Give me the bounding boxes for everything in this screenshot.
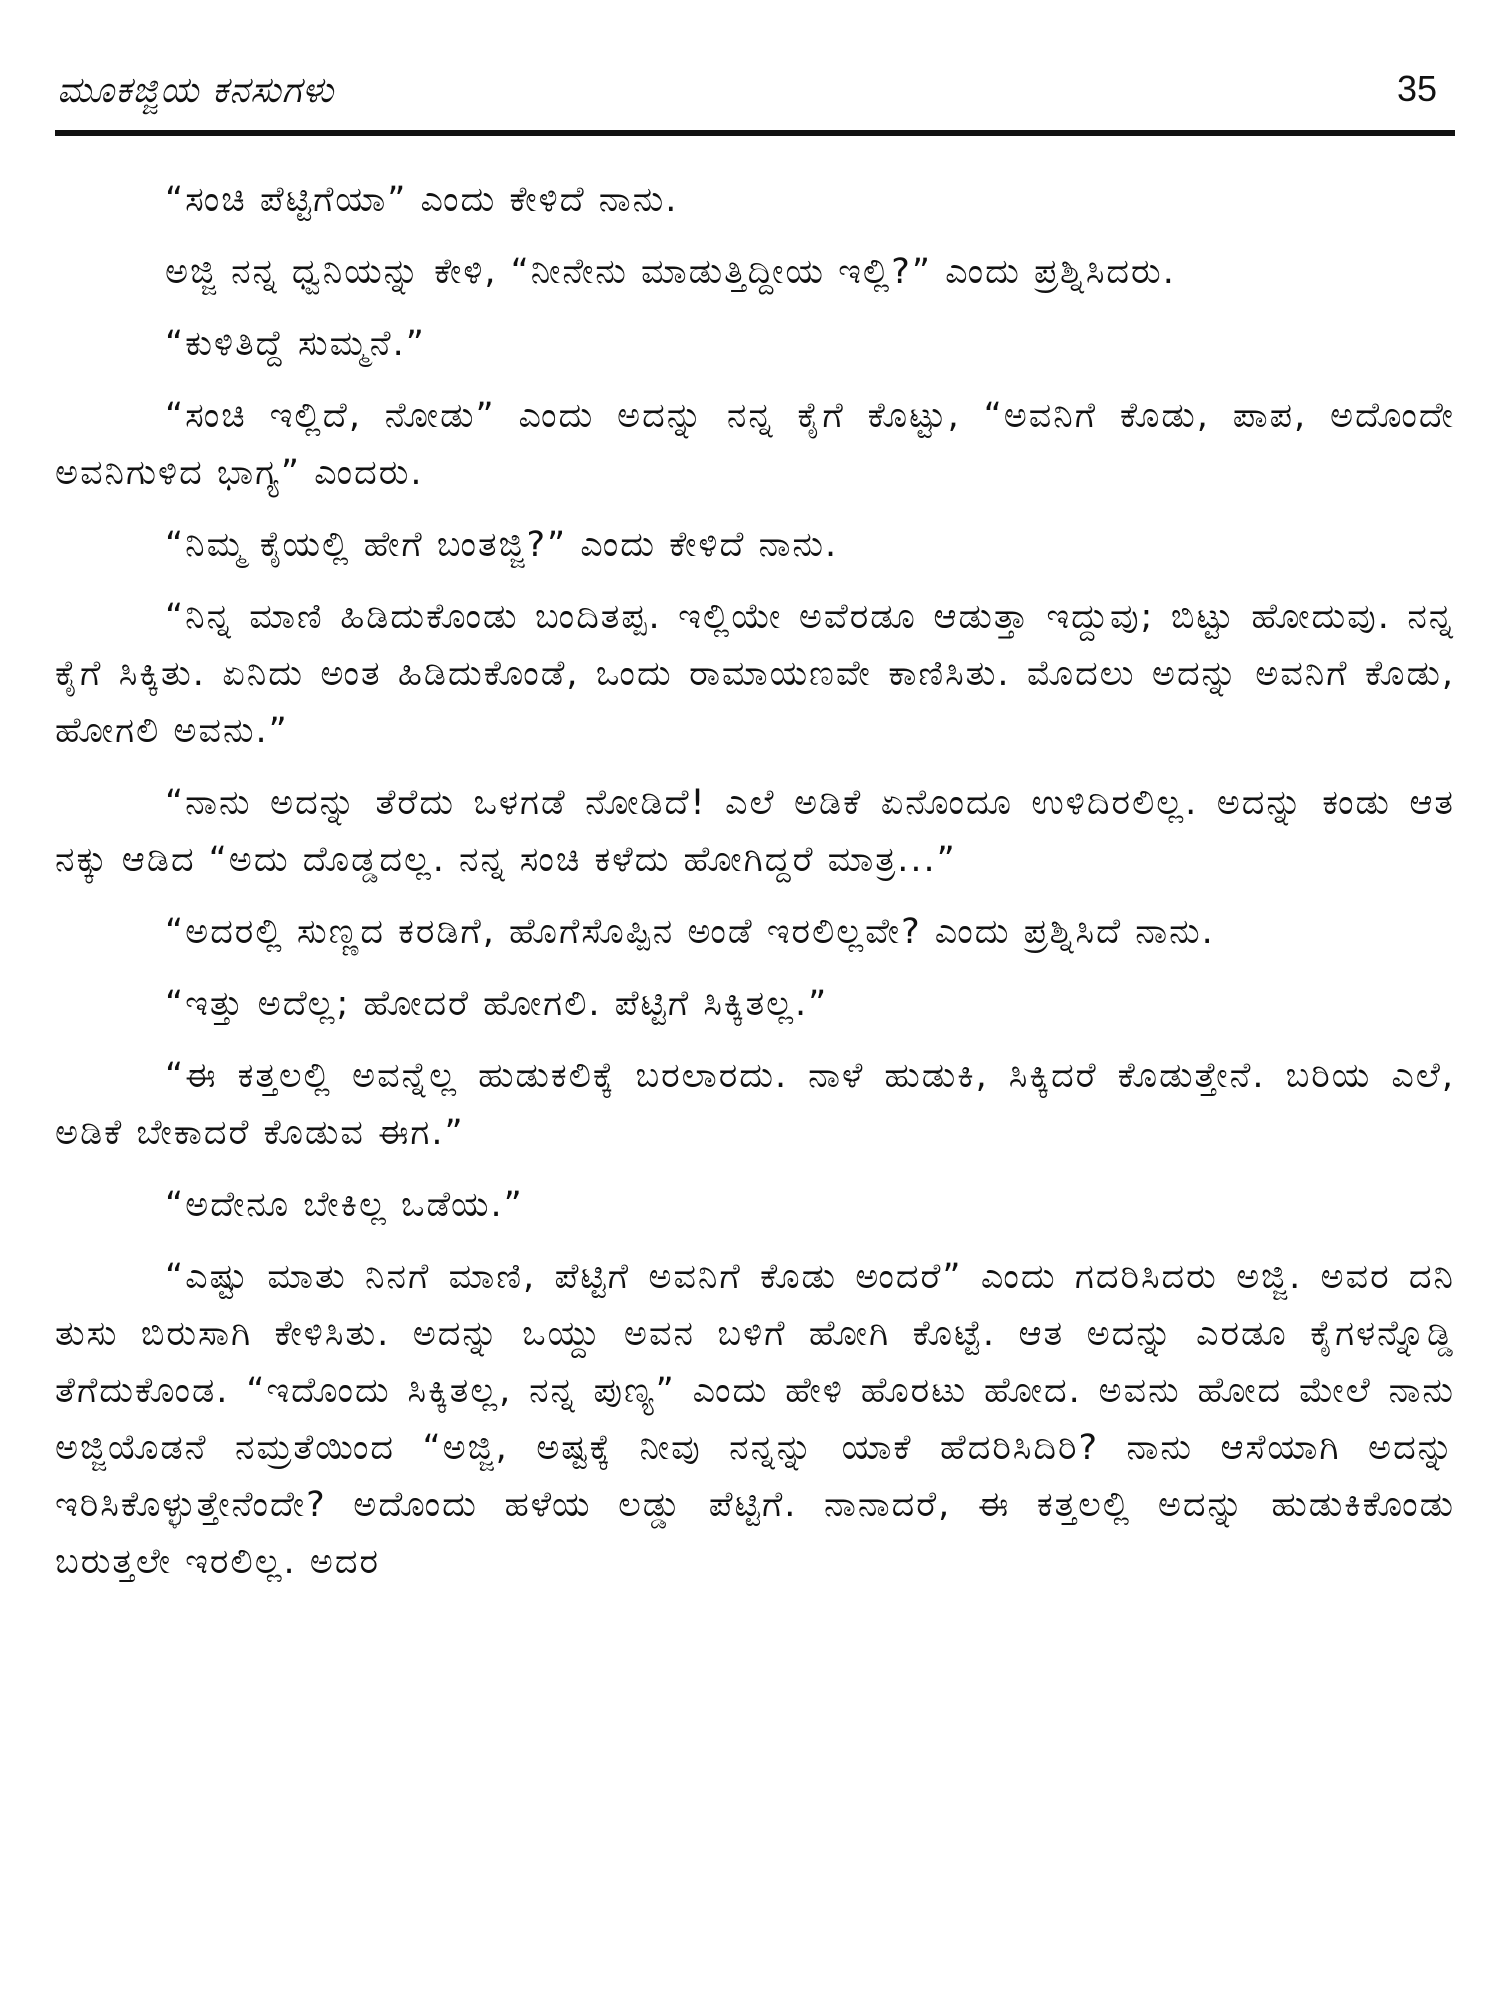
paragraph: “ಅದೇನೂ ಬೇಕಿಲ್ಲ ಒಡೆಯ.” (165, 1185, 524, 1225)
paragraph: “ನಿಮ್ಮ ಕೈಯಲ್ಲಿ ಹೇಗೆ ಬಂತಜ್ಜಿ?” ಎಂದು ಕೇಳಿದೆ ನಾನು. (165, 525, 839, 565)
book-page (55, 60, 1455, 1970)
paragraph: “ಸಂಚಿ ಪೆಟ್ಟಿಗೆಯಾ” ಎಂದು ಕೇಳಿದೆ ನಾನು. (165, 180, 679, 220)
paragraph: “ಇತ್ತು ಅದೆಲ್ಲ; ಹೋದರೆ ಹೋಗಲಿ. ಪೆಟ್ಟಿಗೆ ಸಿಕ್ಕಿತಲ್ಲ.” (165, 984, 829, 1024)
paragraph: “ಎಷ್ಟು ಮಾತು ನಿನಗೆ ಮಾಣಿ, ಪೆಟ್ಟಿಗೆ ಅವನಿಗೆ ಕೊಡು ಅಂದರೆ” ಎಂದು ಗದರಿಸಿದರು ಅಜ್ಜಿ. ಅವರ ದನಿ ತುಸು ಬಿರುಸಾಗಿ ಕೇಳಿಸಿತು. ಅದನ್ನು ಒಯ್ದು ಅವನ ಬಳಿಗೆ ಹೋಗಿ ಕೊಟ್ಟೆ. ಆತ ಅದನ್ನು ಎರಡೂ ಕೈಗಳನ್ನೊಡ್ಡಿ ತೆಗೆದುಕೊಂಡ. “ಇದೊಂದು ಸಿಕ್ಕಿತಲ್ಲ, ನನ್ನ ಪುಣ್ಯ” ಎಂದು ಹೇಳಿ ಹೊರಟು ಹೋದ. ಅವನು ಹೋದ ಮೇಲೆ ನಾನು ಅಜ್ಜಿಯೊಡನೆ ನಮ್ರತೆಯಿಂದ “ಅಜ್ಜಿ, ಅಷ್ಟಕ್ಕೆ ನೀವು ನನ್ನನ್ನು ಯಾಕೆ ಹೆದರಿಸಿದಿರಿ? ನಾನು ಆಸೆಯಾಗಿ ಅದನ್ನು ಇರಿಸಿಕೊಳ್ಳುತ್ತೇನೆಂದೇ? ಅದೊಂದು ಹಳೆಯ ಲಡ್ಡು ಪೆಟ್ಟಿಗೆ. ನಾನಾದರೆ, ಈ ಕತ್ತಲಲ್ಲಿ ಅದನ್ನು ಹುಡುಕಿಕೊಂಡು ಬರುತ್ತಲೇ ಇರಲಿಲ್ಲ. ಅದರ (55, 1257, 1455, 1582)
paragraph: “ಸಂಚಿ ಇಲ್ಲಿದೆ, ನೋಡು” ಎಂದು ಅದನ್ನು ನನ್ನ ಕೈಗೆ ಕೊಟ್ಟು, “ಅವನಿಗೆ ಕೊಡು, ಪಾಪ, ಅದೊಂದೇ ಅವನಿಗುಳಿದ ಭಾಗ್ಯ” ಎಂದರು. (55, 396, 1455, 493)
paragraph: “ಕುಳಿತಿದ್ದೆ ಸುಮ್ಮನೆ.” (165, 324, 426, 364)
paragraph: “ಈ ಕತ್ತಲಲ್ಲಿ ಅವನ್ನೆಲ್ಲ ಹುಡುಕಲಿಕ್ಕೆ ಬರಲಾರದು. ನಾಳೆ ಹುಡುಕಿ, ಸಿಕ್ಕಿದರೆ ಕೊಡುತ್ತೇನೆ. ಬರಿಯ ಎಲೆ, ಅಡಿಕೆ ಬೇಕಾದರೆ ಕೊಡುವ ಈಗ.” (55, 1056, 1455, 1153)
page-number: 35 (1396, 68, 1437, 109)
body-text (55, 172, 1455, 1591)
paragraph: “ನಿನ್ನ ಮಾಣಿ ಹಿಡಿದುಕೊಂಡು ಬಂದಿತಪ್ಪ. ಇಲ್ಲಿಯೇ ಅವೆರಡೂ ಆಡುತ್ತಾ ಇದ್ದುವು; ಬಿಟ್ಟು ಹೋದುವು. ನನ್ನ ಕೈಗೆ ಸಿಕ್ಕಿತು. ಏನಿದು ಅಂತ ಹಿಡಿದುಕೊಂಡೆ, ಒಂದು ರಾಮಾಯಣವೇ ಕಾಣಿಸಿತು. ಮೊದಲು ಅದನ್ನು ಅವನಿಗೆ ಕೊಡು, ಹೋಗಲಿ ಅವನು.” (55, 597, 1455, 751)
paragraph: “ಅದರಲ್ಲಿ ಸುಣ್ಣದ ಕರಡಿಗೆ, ಹೊಗೆಸೊಪ್ಪಿನ ಅಂಡೆ ಇರಲಿಲ್ಲವೇ? ಎಂದು ಪ್ರಶ್ನಿಸಿದೆ ನಾನು. (165, 912, 1215, 952)
running-title: ಮೂಕಜ್ಜಿಯ ಕನಸುಗಳು (57, 70, 335, 111)
paragraph: ಅಜ್ಜಿ ನನ್ನ ಧ್ವನಿಯನ್ನು ಕೇಳಿ, “ನೀನೇನು ಮಾಡುತ್ತಿದ್ದೀಯ ಇಲ್ಲಿ?” ಎಂದು ಪ್ರಶ್ನಿಸಿದರು. (165, 252, 1176, 292)
header-rule (55, 130, 1455, 136)
page-header (55, 60, 1455, 122)
paragraph: “ನಾನು ಅದನ್ನು ತೆರೆದು ಒಳಗಡೆ ನೋಡಿದೆ! ಎಲೆ ಅಡಿಕೆ ಏನೊಂದೂ ಉಳಿದಿರಲಿಲ್ಲ. ಅದನ್ನು ಕಂಡು ಆತ ನಕ್ಕು ಆಡಿದ “ಅದು ದೊಡ್ಡದಲ್ಲ. ನನ್ನ ಸಂಚಿ ಕಳೆದು ಹೋಗಿದ್ದರೆ ಮಾತ್ರ...” (55, 783, 1455, 880)
